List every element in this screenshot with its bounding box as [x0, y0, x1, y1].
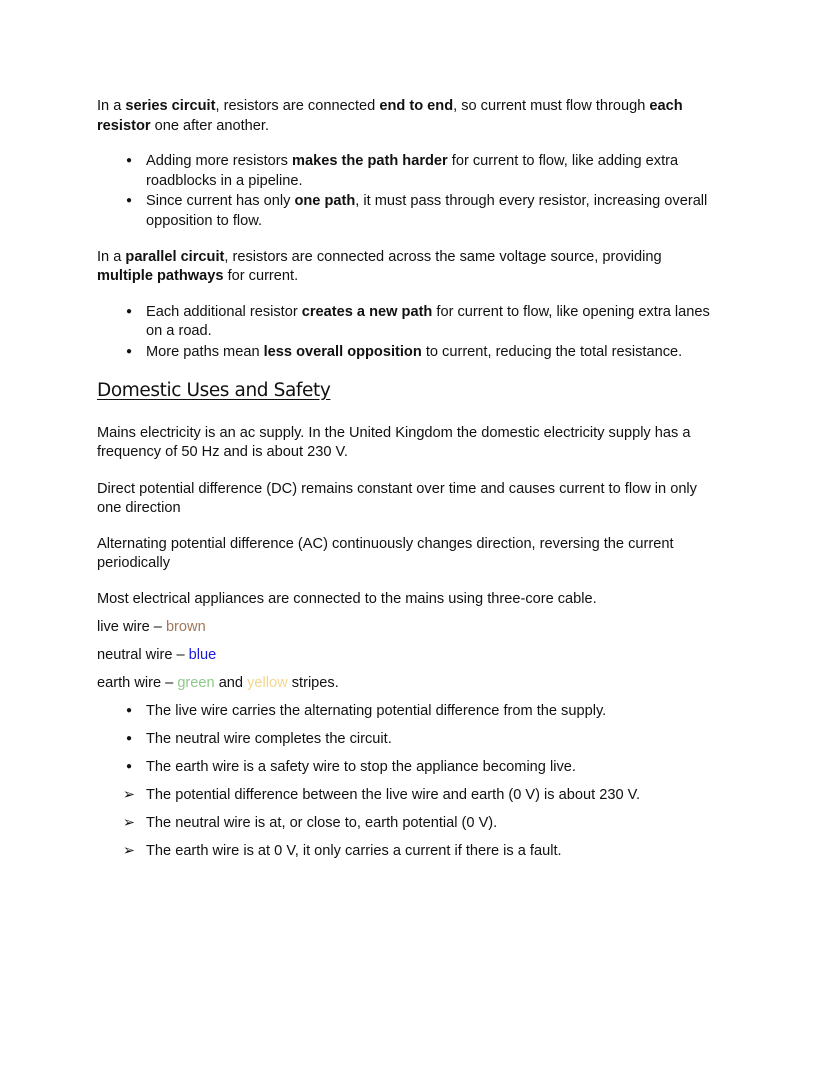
text-line	[97, 553, 170, 573]
text-line	[146, 321, 212, 341]
bold-text: parallel circuit	[125, 249, 225, 265]
text: Mains electricity is an ac supply. In the United Kingdom the domestic electricity supply has a	[97, 425, 691, 441]
text-line	[97, 479, 697, 499]
arrow-list-item	[122, 813, 498, 833]
text: live wire –	[97, 619, 166, 635]
text-line	[146, 211, 262, 231]
bullet-list-item	[125, 191, 708, 211]
text: stripes.	[287, 675, 339, 691]
bold-text: multiple pathways	[97, 268, 224, 284]
bullet-icon: ●	[125, 761, 133, 772]
text-line	[97, 534, 674, 554]
text-line	[97, 247, 662, 267]
text-line	[97, 498, 181, 518]
colored-text: yellow	[247, 675, 288, 691]
colored-text: blue	[188, 647, 217, 663]
text: Most electrical appliances are connected to the mains using three-core cable.	[97, 591, 597, 607]
bullet-icon: ●	[125, 155, 133, 166]
bullet-list-item	[125, 729, 392, 749]
text-line	[97, 673, 339, 693]
text-line	[146, 171, 303, 191]
text: one after another.	[150, 118, 270, 134]
text: Each additional resistor	[146, 304, 302, 320]
text: The neutral wire completes the circuit.	[146, 731, 392, 747]
text: , resistors are connected	[215, 98, 380, 114]
text: More paths mean	[146, 344, 264, 360]
bullet-icon: ●	[125, 306, 133, 317]
text: Adding more resistors	[146, 153, 292, 169]
text-line	[97, 617, 206, 637]
bullet-list-item	[125, 302, 710, 322]
text-line	[97, 116, 269, 136]
text: to current, reducing the total resistance.	[421, 344, 683, 360]
text: Direct potential difference (DC) remains constant over time and causes current to flow in only	[97, 481, 697, 497]
text: , resistors are connected across the same voltage source, providing	[224, 249, 662, 265]
arrow-bullet-icon: ➢	[122, 787, 136, 803]
arrow-bullet-icon: ➢	[122, 815, 136, 831]
text: frequency of 50 Hz and is about 230 V.	[97, 444, 348, 460]
text: for current.	[223, 268, 299, 284]
bullet-list-item	[125, 701, 607, 721]
bullet-icon: ●	[125, 346, 133, 357]
bold-text: creates a new path	[301, 304, 433, 320]
bullet-icon: ●	[125, 195, 133, 206]
section-heading: Domestic Uses and Safety	[97, 380, 331, 401]
arrow-list-item	[122, 785, 641, 805]
bullet-icon: ●	[125, 705, 133, 716]
text: opposition to flow.	[146, 213, 263, 229]
bold-text: each	[649, 98, 683, 114]
text-line	[97, 645, 216, 665]
bold-text: resistor	[97, 118, 151, 134]
text-line	[97, 96, 683, 116]
text: The live wire carries the alternating potential difference from the supply.	[146, 703, 607, 719]
text: roadblocks in a pipeline.	[146, 173, 303, 189]
bullet-list-item	[125, 151, 679, 171]
colored-text: brown	[165, 619, 206, 635]
bullet-list-item	[125, 757, 576, 777]
bullet-icon: ●	[125, 733, 133, 744]
text-line	[97, 266, 298, 286]
arrow-bullet-icon: ➢	[122, 843, 136, 859]
text: on a road.	[146, 323, 212, 339]
text: , so current must flow through	[453, 98, 650, 114]
text: Alternating potential difference (AC) continuously changes direction, reversing the current	[97, 536, 674, 552]
bullet-list-item	[125, 342, 683, 362]
text: periodically	[97, 555, 171, 571]
bold-text: makes the path harder	[292, 153, 448, 169]
bold-text: less overall opposition	[263, 344, 422, 360]
text: The earth wire is at 0 V, it only carries a current if there is a fault.	[146, 843, 562, 859]
bold-text: series circuit	[125, 98, 216, 114]
bold-text: end to end	[379, 98, 454, 114]
bold-text: one path	[294, 193, 356, 209]
text: In a	[97, 98, 126, 114]
text: neutral wire –	[97, 647, 189, 663]
text: In a	[97, 249, 126, 265]
text: , it must pass through every resistor, increasing overall	[355, 193, 708, 209]
text: for current to flow, like opening extra lanes	[432, 304, 710, 320]
text: The earth wire is a safety wire to stop the appliance becoming live.	[146, 759, 576, 775]
arrow-list-item	[122, 841, 562, 861]
text: Since current has only	[146, 193, 295, 209]
colored-text: green	[177, 675, 215, 691]
text: earth wire –	[97, 675, 178, 691]
text: one direction	[97, 500, 181, 516]
text: and	[214, 675, 248, 691]
text-line	[97, 442, 348, 462]
text-line	[97, 423, 690, 443]
text: The potential difference between the live wire and earth (0 V) is about 230 V.	[146, 787, 641, 803]
text: The neutral wire is at, or close to, earth potential (0 V).	[146, 815, 498, 831]
text: for current to flow, like adding extra	[447, 153, 679, 169]
text-line	[97, 589, 597, 609]
